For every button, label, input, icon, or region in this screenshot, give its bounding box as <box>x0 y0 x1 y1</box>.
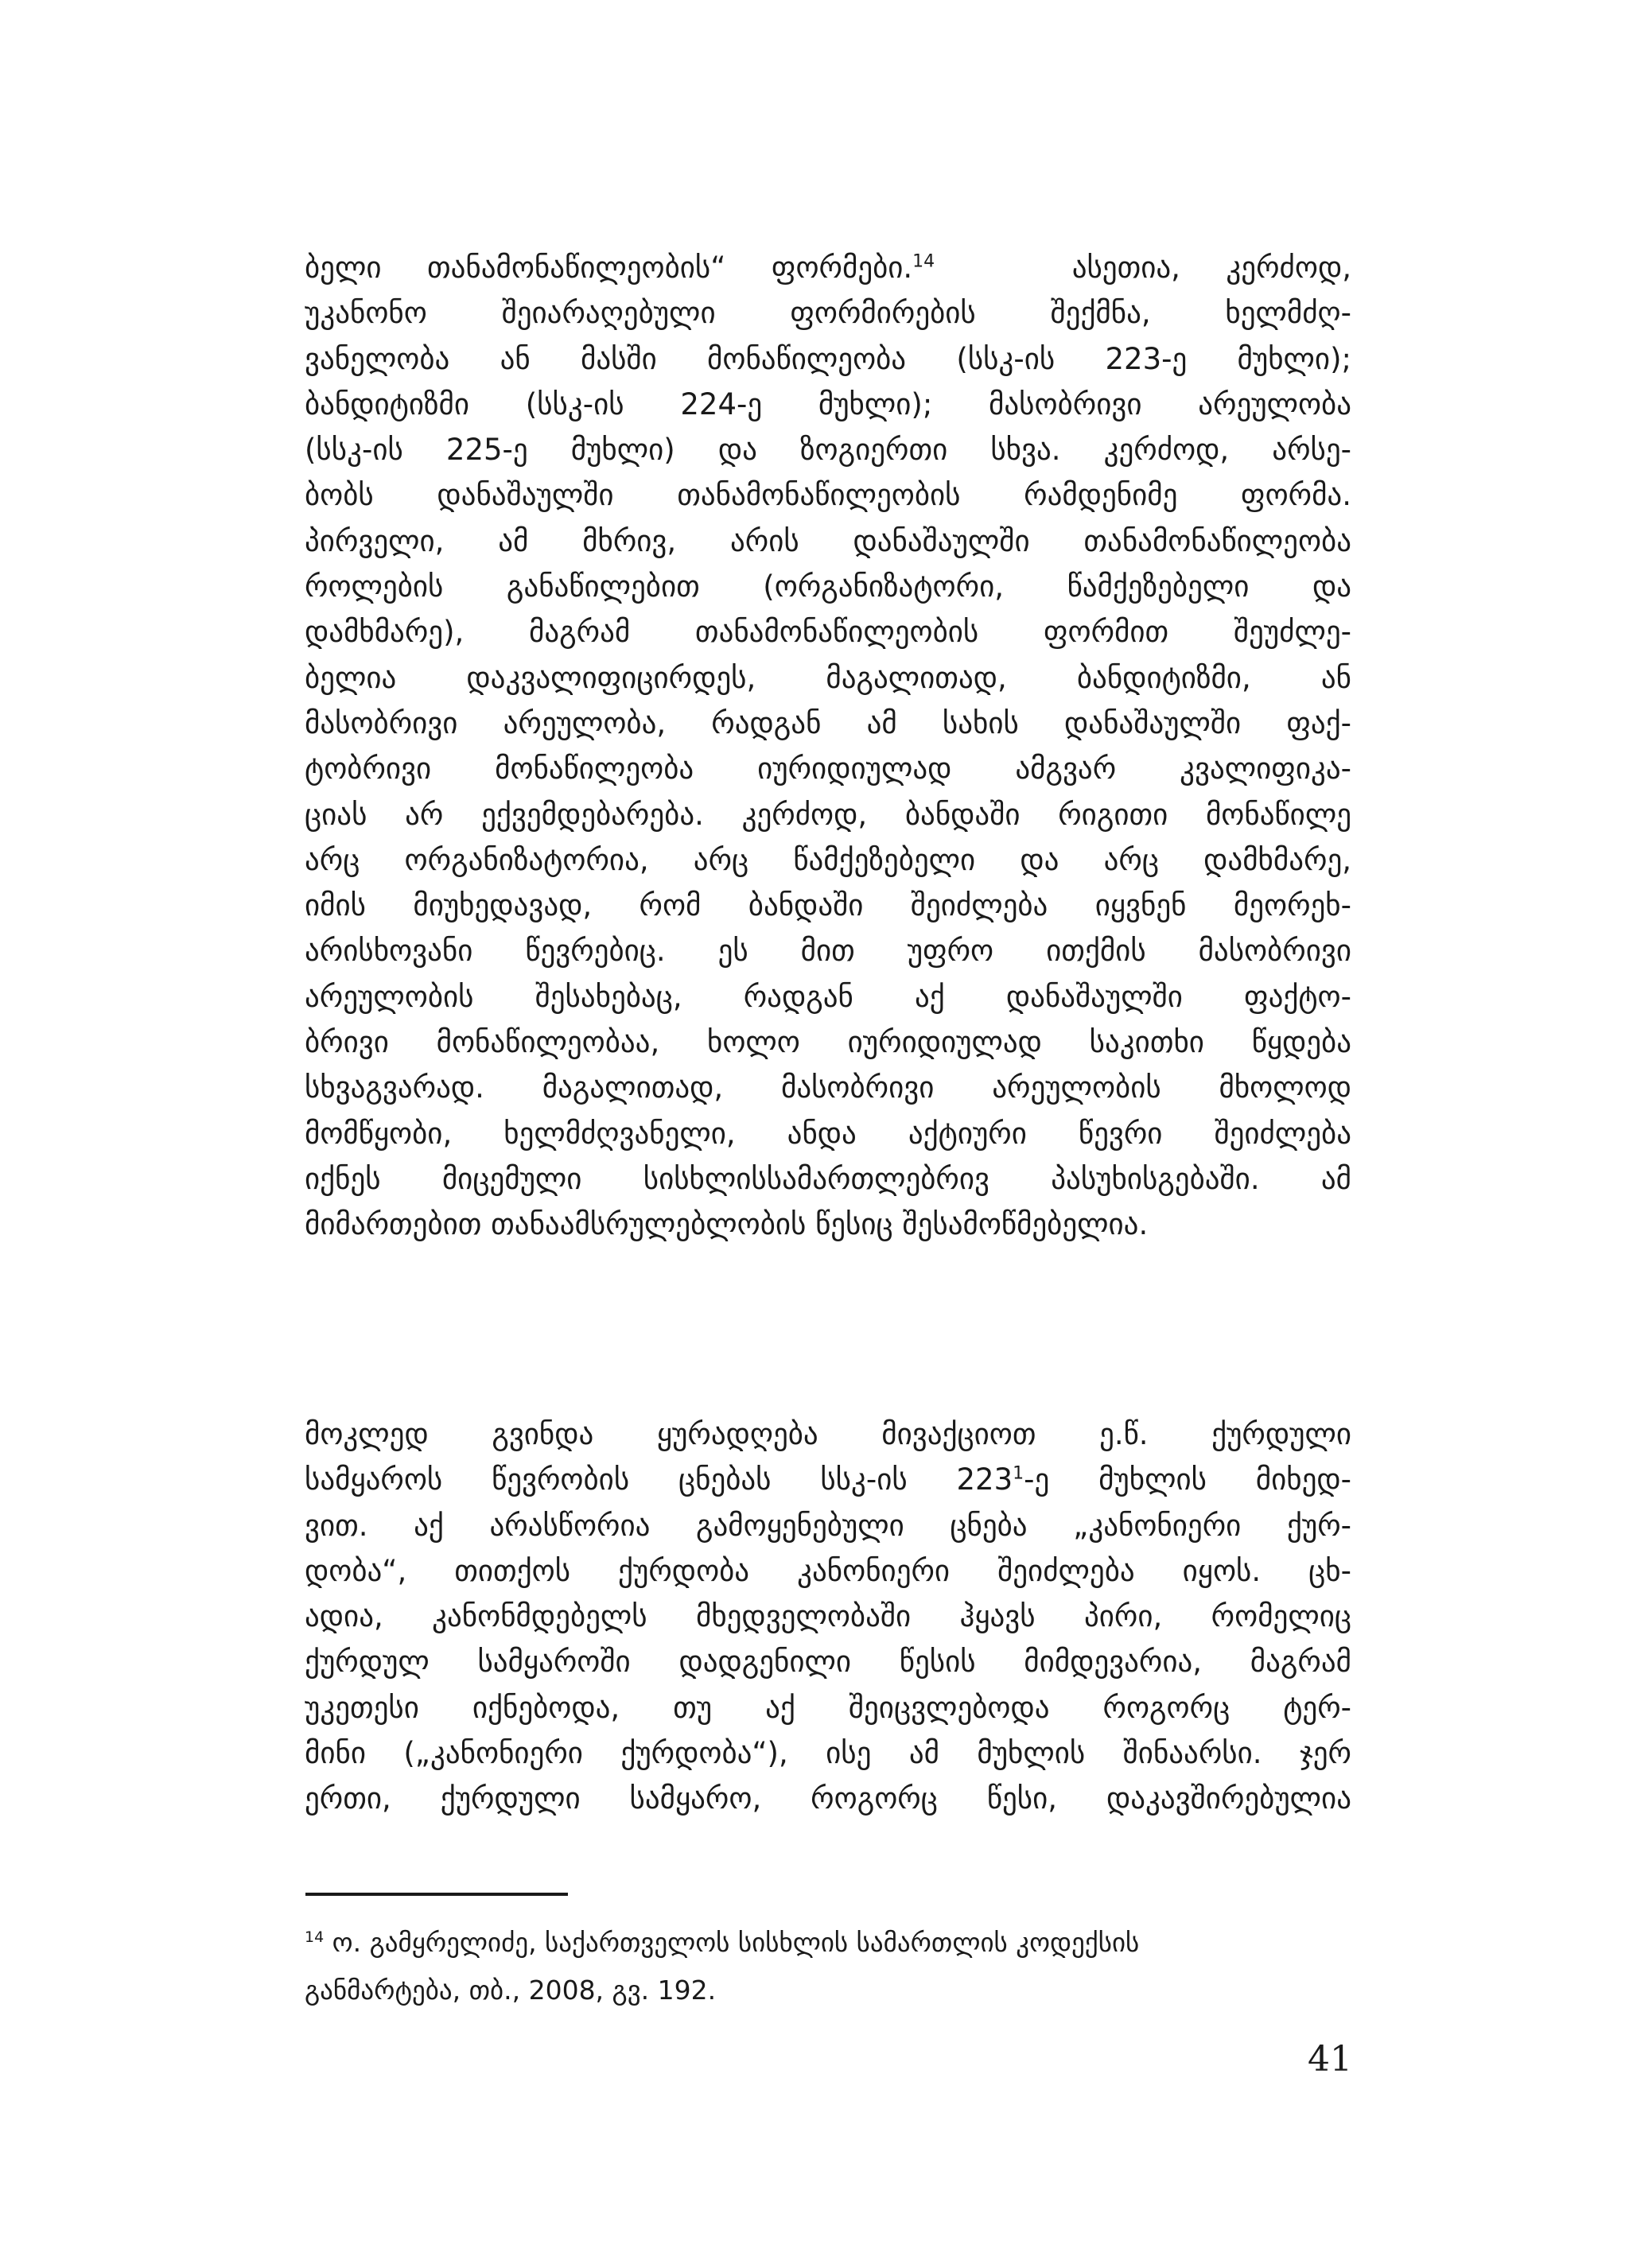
text-line: ბანდიტიზმი (სსკ-ის 224-ე მუხლი); მასობრივი არეულობა <box>305 386 1351 421</box>
text-line: ვით. აქ არასწორია გამოყენებული ცნება „კანონიერი ქურ- <box>305 1508 1351 1543</box>
text-line: იქნეს მიცემული სისხლისსამართლებრივ პასუხისგებაში. ამ <box>305 1161 1351 1196</box>
text-line: ერთი, ქურდული სამყარო, როგორც წესი, დაკავშირებულია <box>305 1781 1351 1816</box>
text-line: უკანონო შეიარაღებული ფორმირების შექმნა, ხელმძღ- <box>305 296 1351 331</box>
text-line: დამხმარე), მაგრამ თანამონაწილეობის ფორმით შეუძლე- <box>305 615 1351 650</box>
text-line: იმის მიუხედავად, რომ ბანდაში შეიძლება იყვნენ მეორეხ- <box>305 888 1351 923</box>
text-line: მომწყობი, ხელმძღვანელი, ანდა აქტიური წევრი შეიძლება <box>305 1116 1351 1151</box>
text-line: სხვაგვარად. მაგალითად, მასობრივი არეულობის მხოლოდ <box>305 1070 1351 1105</box>
text-line: ადია, კანონმდებელს მხედველობაში ჰყავს პირი, რომელიც <box>305 1599 1351 1634</box>
body-paragraph-2 <box>305 1412 1351 1822</box>
text-line: პირველი, ამ მხრივ, არის დანაშაულში თანამონაწილეობა <box>305 523 1351 558</box>
body-paragraph-1 <box>305 245 1351 1248</box>
text-line: არც ორგანიზატორია, არც წამქეზებელი და არც დამხმარე, <box>305 842 1351 877</box>
page-number: 41 <box>1308 2039 1352 2080</box>
text-line: არისხოვანი წევრებიც. ეს მით უფრო ითქმის მასობრივი <box>305 934 1351 969</box>
footnote-line: განმარტება, თბ., 2008, გვ. 192. <box>305 1975 717 2006</box>
text-line: ბრივი მონაწილეობაა, ხოლო იურიდიულად საკითხი წყდება <box>305 1025 1351 1060</box>
footnote-divider <box>305 1893 568 1896</box>
footnote <box>305 1919 1351 2014</box>
text-line: მინი („კანონიერი ქურდობა“), ისე ამ მუხლის შინაარსი. ჯერ <box>305 1736 1351 1771</box>
text-line: ტობრივი მონაწილეობა იურიდიულად ამგვარ კვალიფიკა- <box>305 751 1351 786</box>
footnote-reference: 14 <box>912 251 935 272</box>
text-line: ბელი თანამონაწილეობის“ ფორმები.$^{14}$ ასეთია, კერძოდ, <box>305 250 1351 285</box>
text-line: ბობს დანაშაულში თანამონაწილეობის რამდენიმე ფორმა. <box>305 478 1351 513</box>
text-line: ქურდულ სამყაროში დადგენილი წესის მიმდევარია, მაგრამ <box>305 1645 1351 1680</box>
superscript: 1 <box>1013 1463 1024 1484</box>
text-line: უკეთესი იქნებოდა, თუ აქ შეიცვლებოდა როგორც ტერ- <box>305 1690 1351 1725</box>
text-line: სამყაროს წევრობის ცნებას სსკ-ის $223^1-ე$ მუხლის მიხედ- <box>305 1462 1351 1497</box>
footnote-marker: 14 <box>305 1928 325 1946</box>
text-line: ციას არ ექვემდებარება. კერძოდ, ბანდაში რიგითი მონაწილე <box>305 797 1351 832</box>
text-line: მოკლედ გვინდა ყურადღება მივაქციოთ ე.წ. ქურდული <box>305 1417 1351 1451</box>
text-line: არეულობის შესახებაც, რადგან აქ დანაშაულში ფაქტო- <box>305 979 1351 1014</box>
text-line: ბელია დაკვალიფიცირდეს, მაგალითად, ბანდიტიზმი, ან <box>305 660 1351 695</box>
text-line: მიმართებით თანაამსრულებლობის წესიც შესამოწმებელია. <box>305 1207 1149 1242</box>
text-line: ვანელობა ან მასში მონაწილეობა (სსკ-ის 223-ე მუხლი); <box>305 341 1351 376</box>
text-line: (სსკ-ის 225-ე მუხლი) და ზოგიერთი სხვა. კერძოდ, არსე- <box>305 433 1351 468</box>
text-line: მასობრივი არეულობა, რადგან ამ სახის დანაშაულში ფაქ- <box>305 705 1351 740</box>
text-line: როლების განაწილებით (ორგანიზატორი, წამქეზებელი და <box>305 569 1351 604</box>
text-line: დობა“, თითქოს ქურდობა კანონიერი შეიძლება იყოს. ცხ- <box>305 1553 1351 1588</box>
footnote-line: $^{14}$ ო. გამყრელიძე, საქართველოს სისხლის სამართლის კოდექსის <box>305 1927 1140 1958</box>
